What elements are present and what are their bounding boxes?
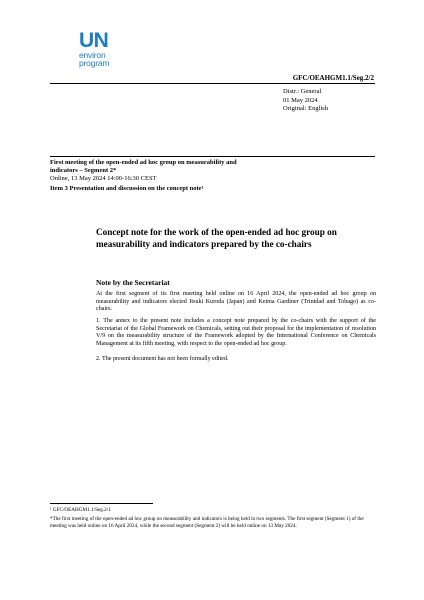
footnote-1: ¹ GFC/OEAHGM1.1/Seg.2/1: [50, 507, 111, 513]
document-date: 01 May 2024: [283, 96, 318, 104]
paragraph-intro: At the first segment of its first meeting held online on 16 April 2024, the open-ended ad hoc group on measurability and indicators elected Itsuki Kuroda (Japan) and Keima Gardiner (Trinidad and Tobago) as co-chairs.: [96, 291, 376, 312]
meeting-rule: [50, 156, 375, 157]
un-logo-line-environ: environ: [79, 50, 106, 60]
meeting-title-line2: indicators – Segment 2*: [50, 167, 117, 174]
footnote-rule: [50, 503, 153, 504]
original-language: Original: English: [283, 105, 328, 112]
un-logo-line-program: program: [79, 58, 110, 68]
document-title: Concept note for the work of the open-ended ad hoc group on measurability and indicators prepared by the co-chairs: [96, 227, 337, 249]
document-symbol: GFC/OEAHGM1.1/Seg.2/2: [292, 74, 374, 82]
distribution-status: Distr.: General: [283, 88, 322, 95]
distribution-block: [283, 88, 328, 114]
meeting-time: Online, 13 May 2024 14:00-16:30 CEST: [50, 175, 157, 182]
agenda-item: Item 3 Presentation and discussion on the concept note¹: [50, 185, 204, 192]
meeting-title-line1: First meeting of the open-ended ad hoc group on measurability and: [50, 159, 237, 166]
meeting-block: [50, 159, 280, 193]
footnote-asterisk: *The first meeting of the open-ended ad hoc group on measurability and indicators is being held in two segments. The first segment (Segment 1) of the meeting was held online on 16 April 2024, while the second segment (Segment 2) will be held online on 13 May 2024.: [50, 516, 364, 529]
paragraph-2: 2. The present document has not been formally edited.: [96, 356, 229, 362]
un-logo-text: UN: [79, 29, 109, 52]
section-heading: Note by the Secretariat: [96, 278, 170, 287]
paragraph-1: 1. The annex to the present note includes a concept note prepared by the co-chairs with the support of the Secretariat of the Global Framework on Chemicals, setting out their proposal for the implementation of resolution V/9 on the measurability structure of the Framework adopted by the International Conference on Chemicals Management at its fifth meeting, with respect to the open-ended ad hoc group.: [96, 318, 376, 347]
header-rule: [50, 83, 375, 84]
